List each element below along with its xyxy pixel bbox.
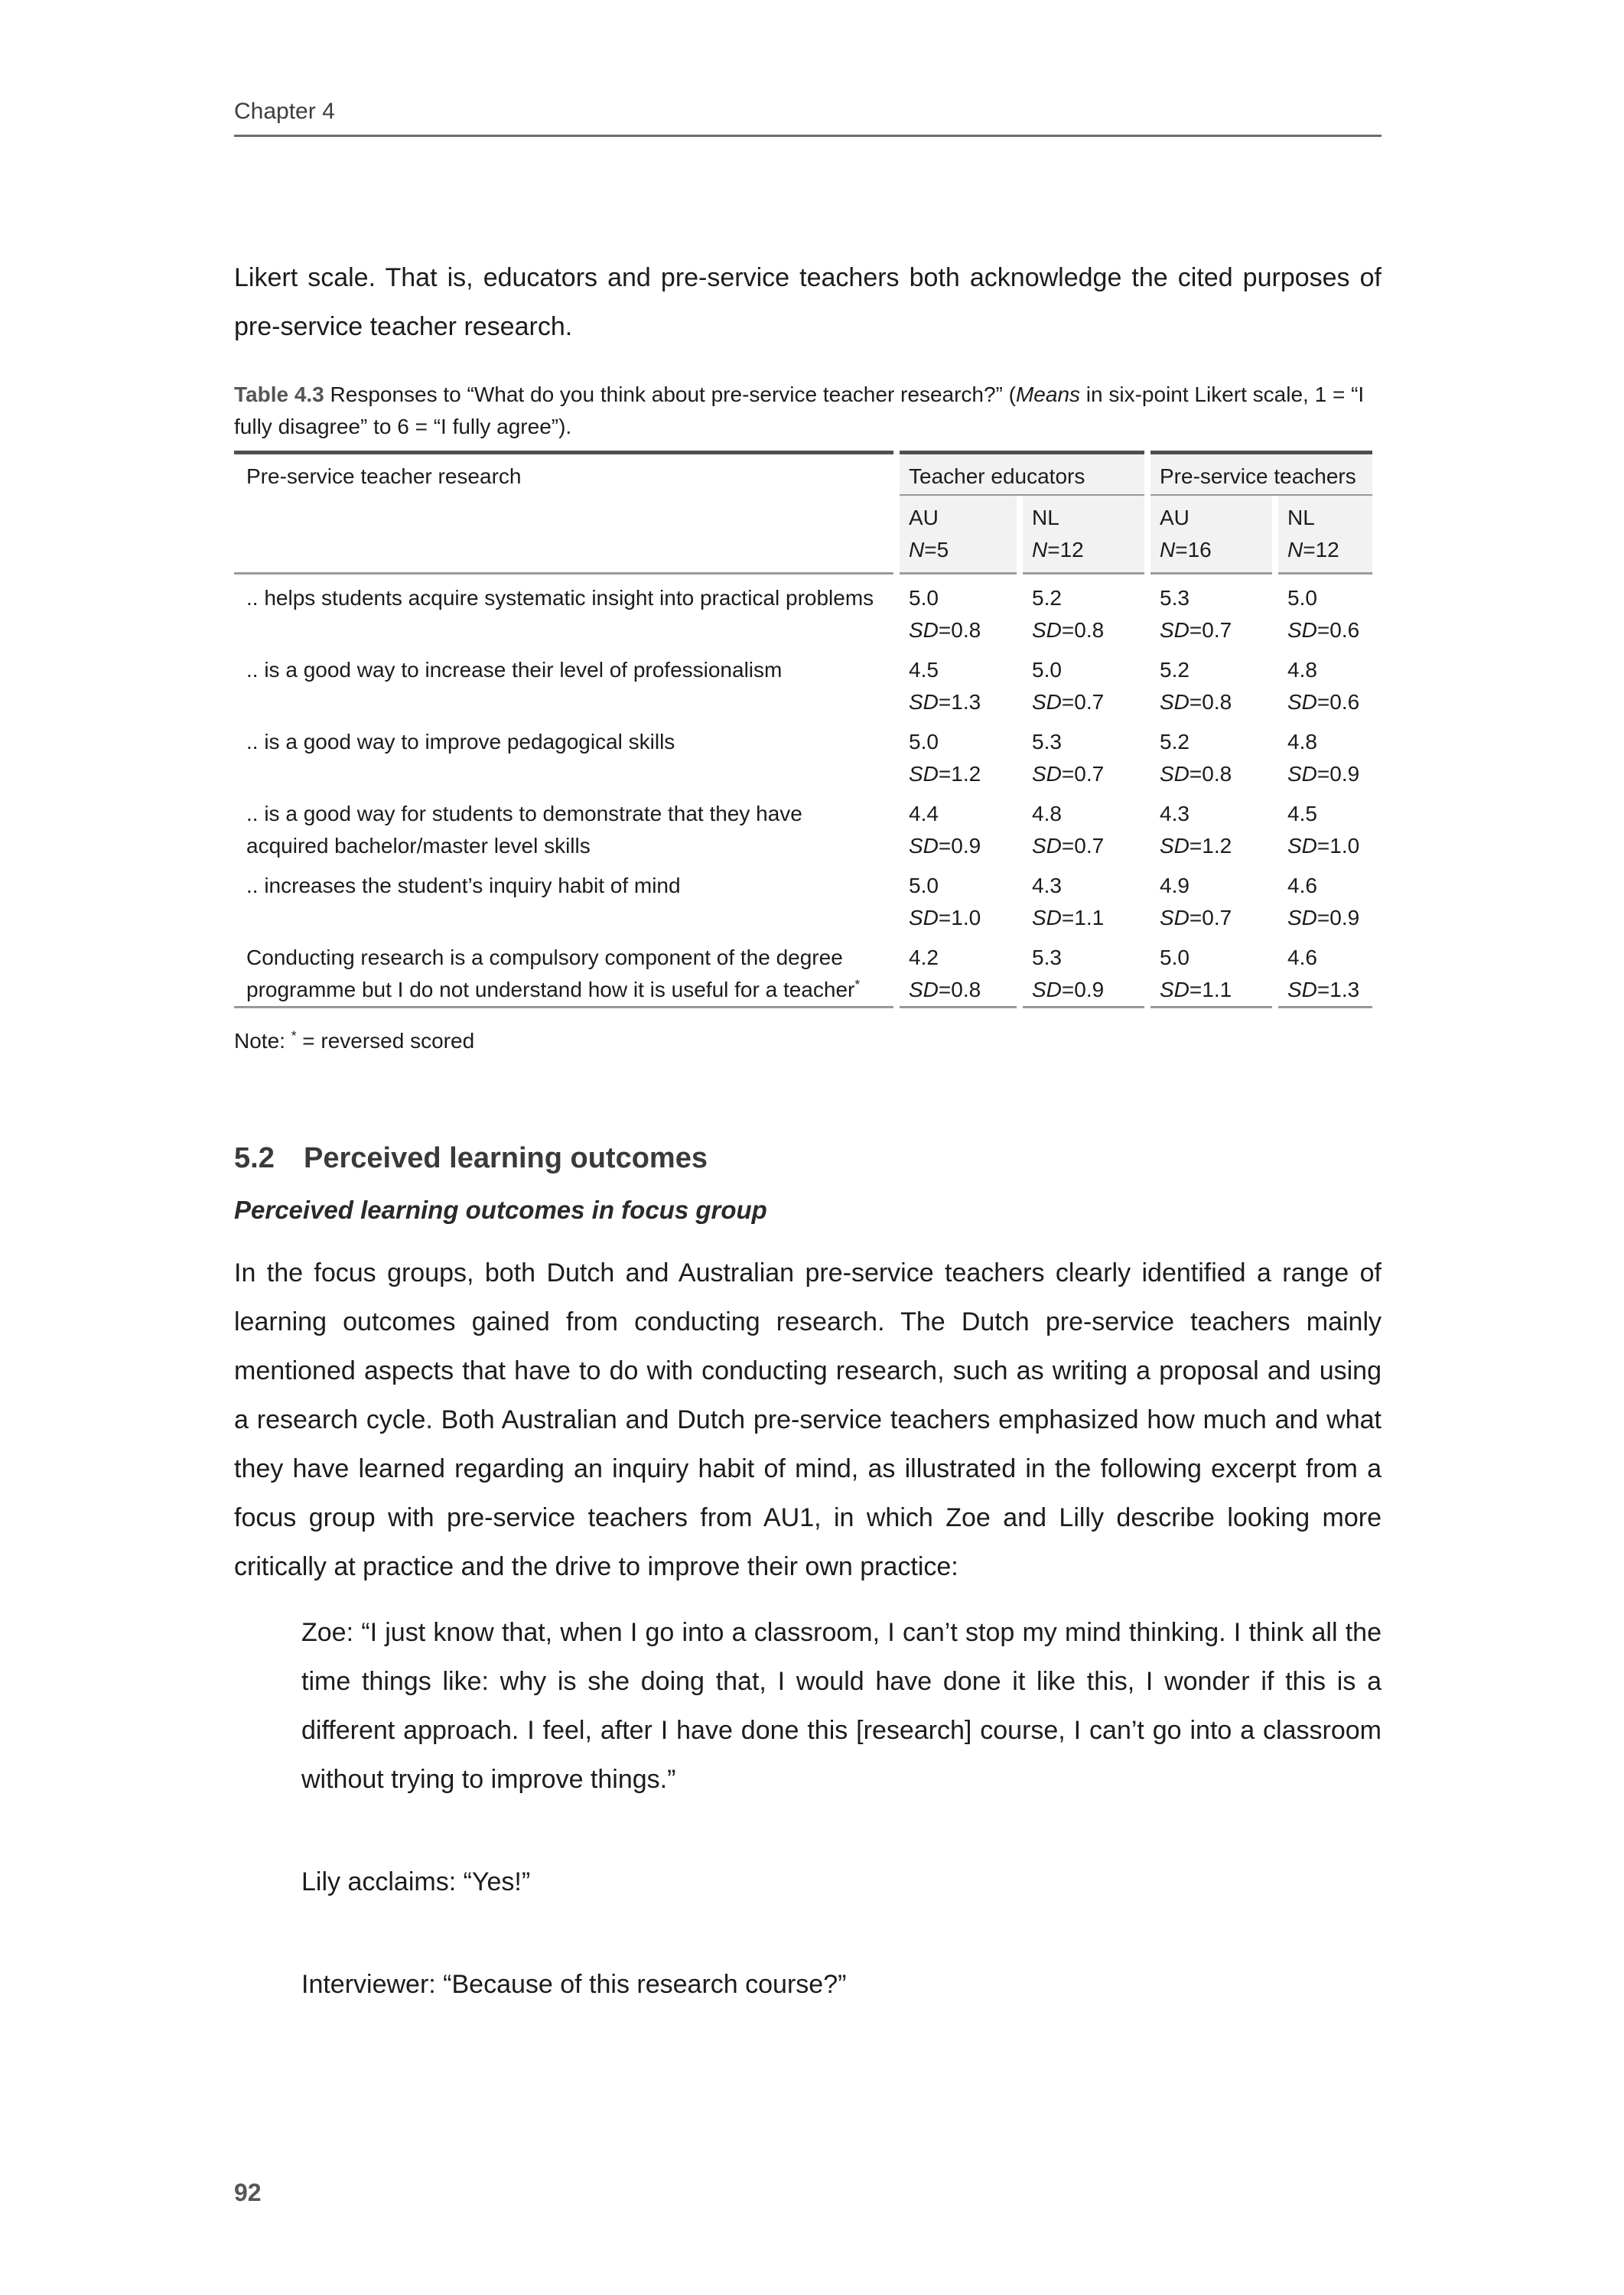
table-cell xyxy=(900,646,1017,718)
header-rule xyxy=(234,135,1382,137)
table-caption xyxy=(234,379,1382,443)
mean-value: 4.2 xyxy=(909,946,939,969)
reversed-scored-asterisk: * xyxy=(854,976,861,992)
row-label: .. helps students acquire systematic insight into practical problems xyxy=(246,586,874,610)
table-4-3 xyxy=(234,451,1624,1008)
table-cell xyxy=(1023,862,1144,934)
table-caption-label: Table 4.3 xyxy=(234,382,324,406)
mean-value: 4.6 xyxy=(1287,874,1317,897)
sd-value: SD=0.8 xyxy=(1032,618,1105,642)
column-n: N=12 xyxy=(1287,538,1339,562)
intro-paragraph: Likert scale. That is, educators and pre-service teachers both acknowledge the cited purposes of pre-service teacher research. xyxy=(234,263,1382,341)
sd-value: SD=1.3 xyxy=(909,690,981,714)
group-header-pre-service-teachers: Pre-service teachers xyxy=(1150,451,1372,496)
table-cell xyxy=(900,718,1017,790)
column-n: N=12 xyxy=(1032,538,1084,562)
row-label: .. is a good way for students to demonstrate that they have acquired bachelor/master level skills xyxy=(246,802,802,858)
quote-lily: Lily acclaims: “Yes!” xyxy=(301,1867,531,1896)
mean-value: 4.6 xyxy=(1287,946,1317,969)
section-number: 5.2 xyxy=(234,1142,275,1174)
table-cell xyxy=(1150,934,1272,1008)
sd-value: SD=0.6 xyxy=(1287,618,1360,642)
table-cell xyxy=(1023,575,1144,646)
mean-value: 5.3 xyxy=(1160,586,1190,610)
mean-value: 5.0 xyxy=(909,586,939,610)
mean-value: 5.3 xyxy=(1032,946,1062,969)
column-n: N=5 xyxy=(909,538,949,562)
sd-value: SD=0.8 xyxy=(909,618,981,642)
table-cell xyxy=(1278,718,1372,790)
mean-value: 4.8 xyxy=(1287,658,1317,682)
body-paragraph: In the focus groups, both Dutch and Australian pre-service teachers clearly identified a range of learning outcomes gained from conducting research. The Dutch pre-service teachers mainly mentioned aspects that have to do with conducting research, such as writing a proposal and using a research cycle. Both Australian and Dutch pre-service teachers emphasized how much and what they have learned regarding an inquiry habit of mind, as illustrated in the following excerpt from a focus group with pre-service teachers from AU1, in which Zoe and Lilly describe looking more critically at practice and the drive to improve their own practice: xyxy=(234,1258,1382,1581)
column-country: NL xyxy=(1032,506,1059,529)
column-country: NL xyxy=(1287,506,1315,529)
sd-value: SD=0.9 xyxy=(1287,906,1360,929)
sd-value: SD=0.7 xyxy=(1032,834,1105,858)
sd-value: SD=1.2 xyxy=(1160,834,1232,858)
sd-value: SD=0.7 xyxy=(1160,618,1232,642)
table-cell xyxy=(900,934,1017,1008)
sd-value: SD=0.8 xyxy=(1160,690,1232,714)
sd-value: SD=1.1 xyxy=(1160,978,1232,1001)
table-cell xyxy=(1150,646,1272,718)
mean-value: 4.5 xyxy=(1287,802,1317,825)
group-header-teacher-educators: Teacher educators xyxy=(900,451,1144,496)
sd-value: SD=0.6 xyxy=(1287,690,1360,714)
sd-value: SD=0.7 xyxy=(1032,762,1105,786)
table-cell xyxy=(1023,646,1144,718)
table-cell xyxy=(1023,790,1144,862)
section-subtitle: Perceived learning outcomes in focus group xyxy=(234,1196,767,1224)
column-header xyxy=(900,496,1017,575)
column-n: N=16 xyxy=(1160,538,1212,562)
sd-value: SD=0.7 xyxy=(1032,690,1105,714)
column-country: AU xyxy=(1160,506,1190,529)
mean-value: 5.2 xyxy=(1160,658,1190,682)
column-country: AU xyxy=(909,506,939,529)
row-label: .. is a good way to increase their level of professionalism xyxy=(246,658,783,682)
sd-value: SD=0.9 xyxy=(1287,762,1360,786)
sd-value: SD=1.0 xyxy=(909,906,981,929)
table-cell xyxy=(1150,718,1272,790)
table-cell xyxy=(1278,934,1372,1008)
mean-value: 5.2 xyxy=(1160,730,1190,754)
sd-value: SD=1.0 xyxy=(1287,834,1360,858)
mean-value: 4.5 xyxy=(909,658,939,682)
mean-value: 4.8 xyxy=(1032,802,1062,825)
table-cell xyxy=(900,575,1017,646)
mean-value: 4.9 xyxy=(1160,874,1190,897)
row-label: Conducting research is a compulsory component of the degree programme but I do not understand how it is useful for a teacher* xyxy=(234,934,893,1008)
quote-interviewer: Interviewer: “Because of this research course?” xyxy=(301,1970,847,1999)
mean-value: 5.0 xyxy=(1287,586,1317,610)
sd-value: SD=0.9 xyxy=(1032,978,1105,1001)
mean-value: 4.4 xyxy=(909,802,939,825)
table-cell xyxy=(1150,862,1272,934)
table-note: Note: * = reversed scored xyxy=(234,1027,475,1053)
sd-value: SD=0.8 xyxy=(1160,762,1232,786)
mean-value: 4.8 xyxy=(1287,730,1317,754)
mean-value: 5.0 xyxy=(909,730,939,754)
running-header: Chapter 4 xyxy=(234,99,335,124)
table-cell xyxy=(1278,646,1372,718)
mean-value: 5.0 xyxy=(1160,946,1190,969)
mean-value: 5.0 xyxy=(1032,658,1062,682)
note-asterisk: * xyxy=(291,1027,297,1043)
stub-column-header: Pre-service teacher research xyxy=(234,451,893,575)
section-title: Perceived learning outcomes xyxy=(304,1142,708,1174)
mean-value: 5.3 xyxy=(1032,730,1062,754)
table-cell xyxy=(900,790,1017,862)
quote-zoe: Zoe: “I just know that, when I go into a classroom, I can’t stop my mind thinking. I think all the time things like: why is she doing that, I would have done it like this, I wonder if this is a different approach. I feel, after I have done this [research] course, I can’t go into a classroom without trying to improve things.” xyxy=(301,1618,1382,1794)
row-label: .. increases the student’s inquiry habit of mind xyxy=(246,874,681,897)
mean-value: 4.3 xyxy=(1032,874,1062,897)
column-header xyxy=(1278,496,1372,575)
sd-value: SD=0.8 xyxy=(909,978,981,1001)
row-label: .. is a good way to improve pedagogical skills xyxy=(246,730,675,754)
sd-value: SD=1.1 xyxy=(1032,906,1105,929)
table-cell xyxy=(900,862,1017,934)
table-cell xyxy=(1023,718,1144,790)
table-cell xyxy=(1150,790,1272,862)
mean-value: 5.2 xyxy=(1032,586,1062,610)
column-header xyxy=(1023,496,1144,575)
table-caption-text-end: in six-point Likert scale, 1 = “I fully disagree” to 6 = “I fully agree”). xyxy=(234,382,1365,438)
column-header xyxy=(1150,496,1272,575)
page-number: 92 xyxy=(234,2179,262,2206)
sd-value: SD=0.9 xyxy=(909,834,981,858)
sd-value: SD=1.2 xyxy=(909,762,981,786)
sd-value: SD=1.3 xyxy=(1287,978,1360,1001)
sd-value: SD=0.7 xyxy=(1160,906,1232,929)
mean-value: 4.3 xyxy=(1160,802,1190,825)
table-cell xyxy=(1023,934,1144,1008)
table-cell xyxy=(1278,862,1372,934)
table-cell xyxy=(1278,575,1372,646)
table-caption-text: Responses to “What do you think about pre-service teacher research?” ( xyxy=(324,382,1016,406)
mean-value: 5.0 xyxy=(909,874,939,897)
section-heading xyxy=(234,1141,1624,1175)
table-cell xyxy=(1150,575,1272,646)
table-caption-italic: Means xyxy=(1015,382,1081,406)
table-cell xyxy=(1278,790,1372,862)
